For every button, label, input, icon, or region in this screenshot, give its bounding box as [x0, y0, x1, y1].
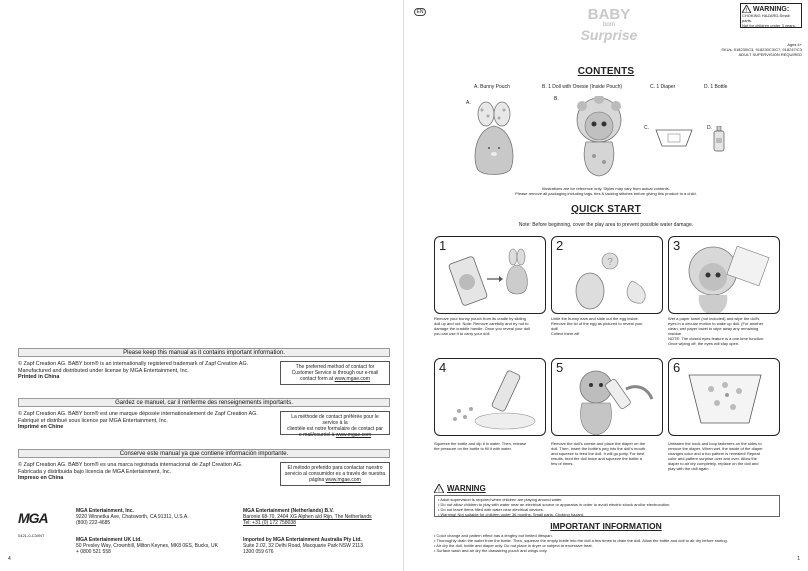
en-copyright-line: © Zapf Creation AG. BABY born® is an internationally registered trademark of Zapf Creation AG.	[18, 361, 249, 367]
doll-illustration	[564, 96, 634, 180]
en-printed: Printed in China	[18, 374, 60, 380]
step-caption-line: Squeeze the bottle and dip it in water. Then, release	[434, 441, 527, 446]
en-notice	[18, 359, 390, 393]
address-name: MGA Entertainment (Netherlands) B.V.	[243, 508, 334, 514]
letter-b: B.	[554, 96, 559, 102]
step-caption-line: and squeeze to feed the doll. It will go potty. For best	[551, 451, 645, 456]
en-license-line: Manufactured and distributed under license by MGA Entertainment, Inc.	[18, 367, 189, 374]
contents-title: CONTENTS	[577, 66, 635, 77]
step-3-caption	[668, 316, 780, 346]
warning-triangle-icon	[434, 484, 444, 493]
step-1-illustration	[435, 237, 546, 314]
step-caption-line: play with the doll again.	[668, 466, 710, 471]
fr-notice	[18, 409, 390, 443]
step-number: 3	[673, 238, 681, 253]
step-caption-line: color and pattern surprise over and over. Allow the	[668, 456, 757, 461]
step-caption-line: the pressure on the bottle to fill it with water.	[434, 446, 512, 451]
product-code: 0421-0-C3/INT	[18, 533, 45, 538]
step-number: 1	[439, 238, 447, 253]
step-5-illustration	[552, 359, 663, 436]
en-contact-box	[280, 361, 390, 385]
warning-line: CHOKING HAZARD-Small parts.	[742, 13, 790, 23]
fr-contact-line: clientèle est notre formulaire de contact par	[287, 426, 383, 432]
en-copyright	[18, 361, 258, 381]
en-contact-line: contact form at	[300, 376, 334, 382]
address-uk	[76, 537, 236, 555]
step-caption-line: changes color and a fun pattern is revealed! Repeat	[668, 451, 760, 456]
letter-a: A.	[466, 100, 471, 106]
fr-printed: Imprimé en Chine	[18, 424, 64, 430]
step-caption-line: doll!	[551, 326, 559, 331]
svg-text:?: ?	[607, 257, 613, 268]
fr-contact-line: e-mail/courriel à	[298, 432, 335, 438]
front-page	[404, 0, 808, 571]
important-item: • Color change and pattern effect has a lengthy but limited lifespan.	[434, 533, 553, 538]
step-caption-line: Untie the bunny ears and slide out the egg inside.	[551, 316, 639, 321]
warning-heading	[434, 484, 486, 493]
es-notice	[18, 460, 390, 494]
step-1-panel	[434, 236, 546, 314]
illustration-note-line: Illustrations are for reference only. Styles may vary from actual contents.	[542, 186, 670, 191]
address-line: Baronie 68-70, 2404 XG Alphen a/d Rijn, The Netherlands	[243, 514, 372, 520]
step-caption-line: residue.	[668, 331, 683, 336]
address-name: MGA Entertainment UK Ltd.	[76, 537, 142, 543]
step-4-panel	[434, 358, 546, 436]
bottle-illustration	[712, 126, 726, 152]
fr-contact-line: La méthode de contact préférée pour le service à la	[291, 414, 379, 426]
fr-copyright-line: © Zapf Creation AG. BABY born® est une marque déposée internationalement de Zapf Creation AG.	[18, 411, 258, 417]
step-caption-line: Remove the lid of the egg as pictured to reveal your	[551, 321, 643, 326]
address-us	[76, 508, 236, 526]
fr-contact-box	[280, 411, 390, 438]
fr-copyright	[18, 411, 258, 431]
address-line: 9220 Winnetka Ave, Chatsworth, CA 91311, U.S.A.	[76, 514, 189, 520]
step-caption-line: results, feed the doll twice and squeeze the bottle a	[551, 456, 642, 461]
address-name: MGA Entertainment, Inc.	[76, 508, 134, 514]
es-contact-box	[280, 462, 390, 486]
step-caption-line: Remove your bunny pouch from its cradle by sliding	[434, 316, 526, 321]
step-caption-line: Wet a paper towel (not included) and wipe the doll's	[668, 316, 760, 321]
product-info	[721, 42, 802, 57]
illustration-note	[404, 186, 808, 196]
step-caption-line: clean, wet paper towel to wipe away any remaining	[668, 326, 759, 331]
address-line: 50 Presley Way, Crownhill, Milton Keynes, MK8 0ES, Bucks, UK	[76, 543, 218, 549]
step-caption-line: few of times.	[551, 461, 574, 466]
step-2-panel	[551, 236, 663, 314]
fr-mgae-link[interactable]: www.mgae.com	[335, 432, 372, 438]
en-keep-bar: Please keep this manual as it contains important information.	[18, 348, 390, 357]
important-list	[434, 533, 780, 553]
es-printed: Impreso en China	[18, 475, 64, 481]
warning-triangle-icon	[742, 5, 751, 13]
choking-warning-box	[740, 3, 802, 28]
brand-sub: Surprise	[580, 27, 638, 43]
warning-line: Not for children under 3 years.	[742, 23, 796, 28]
page-number-right: 1	[797, 556, 800, 562]
step-caption-line: diaper to air dry completely, replace on the doll and	[668, 461, 759, 466]
step-6-caption	[668, 441, 780, 471]
es-copyright	[18, 462, 258, 482]
brand-logo	[574, 8, 644, 42]
brand-top: BABY	[587, 6, 631, 23]
page-number-left: 4	[8, 556, 11, 562]
step-caption-line: doll. Then, insert the bottle's peg into the doll's mouth	[551, 446, 646, 451]
en-contact-line: The preferred method of contact for	[295, 364, 375, 370]
step-caption-line: you can use it to carry your doll.	[434, 331, 491, 336]
warning-item: • Do not allow children to play with water near an electrical source or apparatus in order to avoid electric shock and/or electrocution.	[438, 502, 671, 507]
supervision-label: ADULT SUPERVISION REQUIRED	[738, 52, 802, 57]
important-item: • Thoroughly drain the water from the bottle. Then, squeeze the empty bottle into the doll a few times to drain the doll. Allow the bottle and doll to air dry before storing.	[434, 538, 728, 543]
es-copyright-line: © Zapf Creation AG. BABY born® es una marca registrada internacional de Zapf Creation AG.	[18, 462, 243, 468]
fr-license-line: Fabriqué et distribué sous licence par MGA Entertainment, Inc.	[18, 417, 168, 424]
step-3-panel	[668, 236, 780, 314]
step-number: 6	[673, 360, 681, 375]
address-name: Imported by MGA Entertainment Australia Pty Ltd.	[243, 537, 362, 543]
quickstart-title: QUICK START	[571, 204, 641, 215]
svg-text:!: !	[745, 8, 748, 13]
brand-mid: born	[602, 22, 615, 28]
address-line: Suite 2.02, 32 Delhi Road, Macquarie Park NSW 2113	[243, 543, 363, 549]
content-label-b: B. 1 Doll with Onesie (Inside Pouch)	[542, 84, 623, 90]
step-number: 4	[439, 360, 447, 375]
es-keep-bar: Conserve este manual ya que contiene información importante.	[18, 449, 390, 458]
step-4-caption	[434, 441, 546, 451]
sku-label: SKUs: 918230/C3, 918230C3/C7, 918247/C3	[721, 47, 802, 52]
step-5-panel	[551, 358, 663, 436]
step-number: 2	[556, 238, 564, 253]
ages-label: Ages 4+	[787, 42, 802, 47]
step-caption-line: doll up and out. Note: Remove carefully and try not to	[434, 321, 529, 326]
es-contact-line: servicio al consumidor es a través de nuestra	[284, 471, 386, 477]
step-caption-line: remove the diaper. When wet, the inside of the diaper	[668, 446, 763, 451]
address-phone: 1300 059 676	[243, 549, 274, 555]
step-caption-line: Unfasten the hook and loop fasteners on the sides to	[668, 441, 762, 446]
letter-d: D.	[707, 125, 712, 131]
es-contact-line: El método preferido para contactar nuestro	[287, 465, 383, 471]
important-item: • Air dry the doll, bottle and diaper only. Do not place in dryer or subject to excessive heat.	[434, 543, 593, 548]
address-phone: (800) 222-4685	[76, 520, 111, 526]
mga-logo: MGA	[18, 510, 48, 526]
step-caption-line: Once wiping off, the eyes will stay open.	[668, 341, 740, 346]
step-1-caption	[434, 316, 546, 336]
step-4-illustration	[435, 359, 546, 436]
es-license-line: Fabricada y distribuida bajo licencia de MGA Entertainment, Inc.	[18, 468, 172, 475]
address-phone: Tel: +31 (0) 172 758038	[243, 520, 296, 526]
step-6-panel	[668, 358, 780, 436]
content-label-c: C. 1 Diaper	[650, 84, 676, 90]
warning-list	[434, 495, 780, 517]
warning-item: • Warning! Not suitable for children under 36 months. Small parts. Choking hazard.	[438, 512, 585, 517]
step-6-illustration	[669, 359, 780, 436]
es-mgae-link[interactable]: www.mgae.com	[325, 477, 361, 483]
warning-heading-text: WARNING	[447, 484, 486, 493]
step-caption-line: damage the craddle handle. Once you reveal your doll	[434, 326, 531, 331]
content-label-a: A. Bunny Pouch	[474, 84, 510, 90]
step-number: 5	[556, 360, 564, 375]
warning-item: • Adult supervision is required when children are playing around water.	[438, 497, 563, 502]
step-5-caption	[551, 441, 663, 466]
language-badge: EN	[414, 8, 426, 16]
step-3-illustration	[669, 237, 780, 314]
letter-c: C.	[644, 125, 649, 131]
en-contact-line: Customer Service is through our e-mail	[291, 370, 379, 376]
content-label-d: D. 1 Bottle	[704, 84, 728, 90]
important-item: • Surface wash and air dry the drawstring pouch and wings only.	[434, 548, 548, 553]
step-caption-line: NOTE: The closed eyes feature is a one-time function.	[668, 336, 765, 341]
address-phone: + 0800 521 558	[76, 549, 111, 555]
step-caption-line: Remove the doll's onesie and place the diaper on the	[551, 441, 646, 446]
quickstart-note: Note: Before beginning, cover the play area to prevent possible water damage.	[518, 222, 694, 228]
bunny-pouch-illustration	[464, 100, 524, 178]
step-2-illustration	[552, 237, 663, 314]
warning-item: • Do not leave items filled with water near electrical devices.	[438, 507, 544, 512]
packaging-note-line: Please remove all packaging including tags, ties & tacking stitches before giving this product to a child.	[515, 191, 697, 196]
step-caption-line: eyes in a circular motion to wake up doll. (For another	[668, 321, 764, 326]
en-mgae-link[interactable]: www.mgae.com	[334, 376, 370, 382]
important-title: IMPORTANT INFORMATION	[550, 521, 662, 531]
es-contact-line: página	[309, 477, 325, 483]
warning-title: WARNING:	[753, 5, 790, 13]
step-caption-line: Collect them all!	[551, 331, 580, 336]
svg-text:!: !	[438, 488, 440, 493]
address-nl	[243, 508, 393, 526]
fr-keep-bar: Gardez ce manuel, car il renferme des renseignements importants.	[18, 398, 390, 407]
step-2-caption	[551, 316, 663, 336]
diaper-illustration	[654, 126, 694, 150]
address-au	[243, 537, 393, 555]
